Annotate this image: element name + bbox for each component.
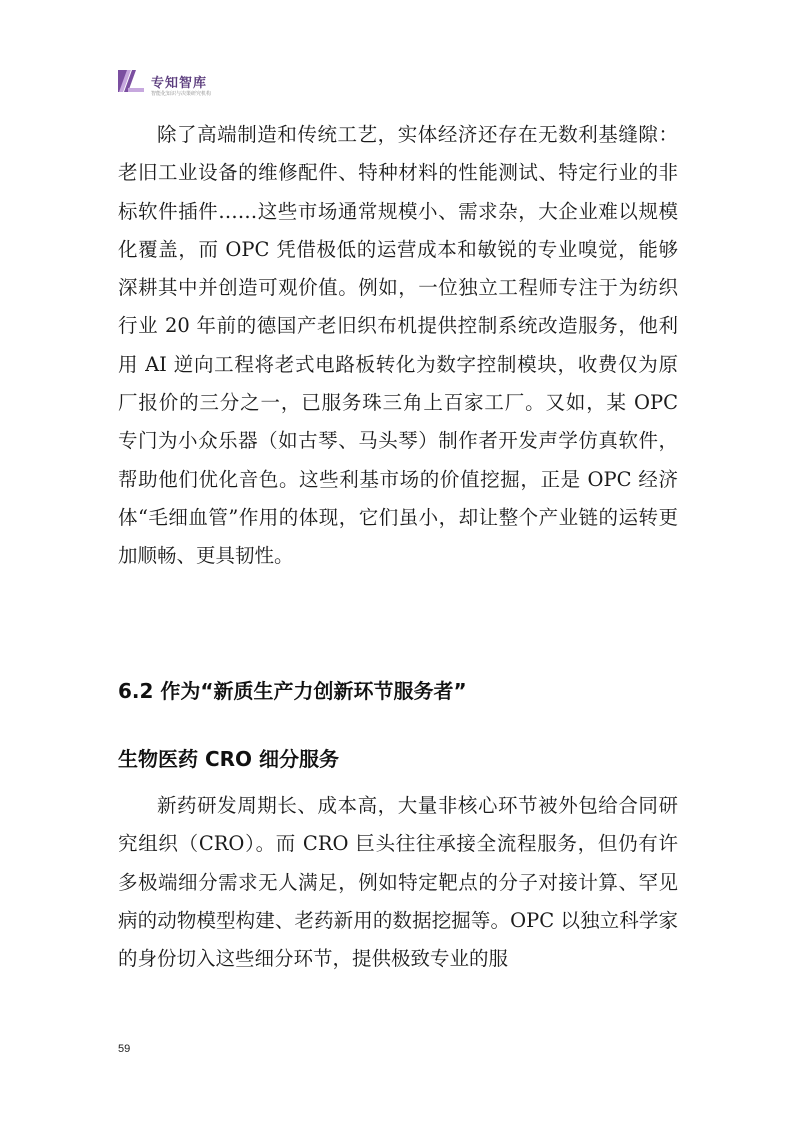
header-logo: [118, 68, 268, 100]
section-heading: 6.2 作为“新质生产力创新环节服务者”: [118, 679, 467, 703]
logo-title: 专知智库: [151, 76, 208, 91]
zl-logo-icon: [118, 70, 146, 92]
sub-heading: 生物医药 CRO 细分服务: [118, 747, 340, 771]
page-number: 59: [118, 1043, 131, 1055]
body-paragraph-2: 新药研发周期长、成本高，大量非核心环节被外包给合同研究组织（CRO）。而 CRO 巨头往往承接全流程服务，但仍有许多极端细分需求无人满足，例如特定靶点的分子对接计算、罕见病的动物模型构建、老药新用的数据挖掘等。OPC 以独立科学家的身份切入这些细分环节，提供极致专业的服: [118, 794, 678, 971]
logo-subtitle: 智能化知识与决策研究机构: [151, 91, 212, 97]
body-paragraph-1: 除了高端制造和传统工艺，实体经济还存在无数利基缝隙：老旧工业设备的维修配件、特种材料的性能测试、特定行业的非标软件插件……这些市场通常规模小、需求杂，大企业难以规模化覆盖，而 OPC 凭借极低的运营成本和敏锐的专业嗅觉，能够深耕其中并创造可观价值。例如，一位独立工程师专注于为纺织行业 20 年前的德国产老旧织布机提供控制系统改造服务，他利用 AI 逆向工程将老式电路板转化为数字控制模块，收费仅为原厂报价的三分之一，已服务珠三角上百家工厂。又如，某 OPC 专门为小众乐器（如古琴、马头琴）制作者开发声学仿真软件，帮助他们优化音色。这些利基市场的价值挖掘，正是 OPC 经济体“毛细血管”作用的体现，它们虽小，却让整个产业链的运转更加顺畅、更具韧性。: [118, 123, 678, 568]
